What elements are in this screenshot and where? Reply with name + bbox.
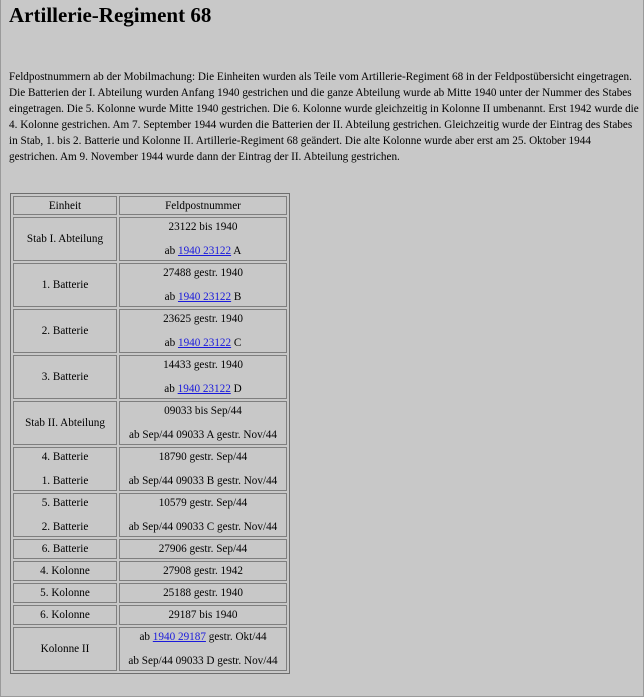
fp-cell [119,217,287,261]
unit-cell: 2. Batterie [13,309,117,353]
fp-cell [119,401,287,445]
unit-cell [13,447,117,491]
unit-cell: 1. Batterie [13,263,117,307]
fp-line: 23122 bis 1940 [168,221,238,233]
table-header-row [13,196,287,215]
feldpost-table [10,193,290,674]
fp-line: 10579 gestr. Sep/44 [158,497,248,509]
fp-line: ab 1940 23122 B [164,291,242,303]
table-row [13,583,287,603]
fp-link[interactable]: 1940 23122 [177,337,232,349]
unit-line: 1. Batterie [41,475,89,487]
fp-cell: 27908 gestr. 1942 [119,561,287,581]
fp-cell [119,627,287,671]
unit-cell [13,493,117,537]
intro-paragraph: Feldpostnummern ab der Mobilmachung: Die Einheiten wurden als Teile vom Artillerie-Regiment 68 in der Feldpostübersicht eingetragen. Die Batterien der I. Abteilung wurden Anfang 1940 gestrichen und die ganze Abteilung wurde ab Mitte 1940 unter der Nummer des Stabes eingetragen. Die 5. Kolonne wurde Mitte 1940 gestrichen. Die 6. Kolonne wurde gleichzeitig in Kolonne II umbenannt. Erst 1942 wurde die 4. Kolonne gestrichen. Am 7. September 1944 wurden die Batterien der II. Abteilung gestrichen. Gleichzeitig wurde der Eintrag des Stabes in Stab, 1. bis 2. Batterie und Kolonne II. Artillerie-Regiment 68 geändert. Die alte Kolonne wurde aber erst am 25. Oktober 1944 gestrichen. Am 9. November 1944 wurde dann der Eintrag der II. Abteilung gestrichen. [9,71,639,163]
unit-cell: 5. Kolonne [13,583,117,603]
unit-line: 4. Batterie [41,451,89,463]
table-row [13,263,287,307]
unit-cell: Kolonne II [13,627,117,671]
fp-cell [119,355,287,399]
table-row [13,309,287,353]
unit-cell: 6. Kolonne [13,605,117,625]
page-title: Artillerie-Regiment 68 [9,3,212,27]
fp-line: ab 1940 23122 A [164,245,242,257]
unit-cell: 4. Kolonne [13,561,117,581]
header-einheit: Einheit [13,196,117,215]
fp-line: ab 1940 23122 C [164,337,242,349]
table-row [13,561,287,581]
table-row [13,627,287,671]
fp-cell: 29187 bis 1940 [119,605,287,625]
header-feldpostnummer: Feldpostnummer [119,196,287,215]
unit-line: 2. Batterie [41,521,89,533]
unit-cell: 6. Batterie [13,539,117,559]
fp-line: 09033 bis Sep/44 [164,405,242,417]
fp-line: 14433 gestr. 1940 [163,359,243,371]
fp-line: 18790 gestr. Sep/44 [158,451,248,463]
table-row [13,401,287,445]
fp-cell: 25188 gestr. 1940 [119,583,287,603]
fp-cell: 27906 gestr. Sep/44 [119,539,287,559]
table-row [13,355,287,399]
fp-line: 27488 gestr. 1940 [163,267,243,279]
table-row [13,217,287,261]
table-row [13,539,287,559]
fp-cell [119,309,287,353]
fp-cell [119,447,287,491]
fp-line: ab Sep/44 09033 A gestr. Nov/44 [129,429,277,441]
fp-link[interactable]: 1940 23122 [177,383,231,395]
fp-line: ab 1940 23122 D [164,383,242,395]
unit-cell: Stab II. Abteilung [13,401,117,445]
fp-cell [119,493,287,537]
fp-line: ab Sep/44 09033 C gestr. Nov/44 [128,521,278,533]
fp-line: ab Sep/44 09033 B gestr. Nov/44 [128,475,278,487]
unit-cell: 3. Batterie [13,355,117,399]
unit-cell: Stab I. Abteilung [13,217,117,261]
table-row [13,447,287,491]
unit-line: 5. Batterie [41,497,89,509]
fp-link[interactable]: 1940 29187 [152,631,206,643]
table-row [13,605,287,625]
fp-line: 23625 gestr. 1940 [163,313,243,325]
fp-link[interactable]: 1940 23122 [177,291,232,303]
fp-line: ab Sep/44 09033 D gestr. Nov/44 [128,655,278,667]
fp-link[interactable]: 1940 23122 [177,245,232,257]
table-row [13,493,287,537]
fp-cell [119,263,287,307]
fp-line: ab 1940 29187 gestr. Okt/44 [139,631,267,643]
